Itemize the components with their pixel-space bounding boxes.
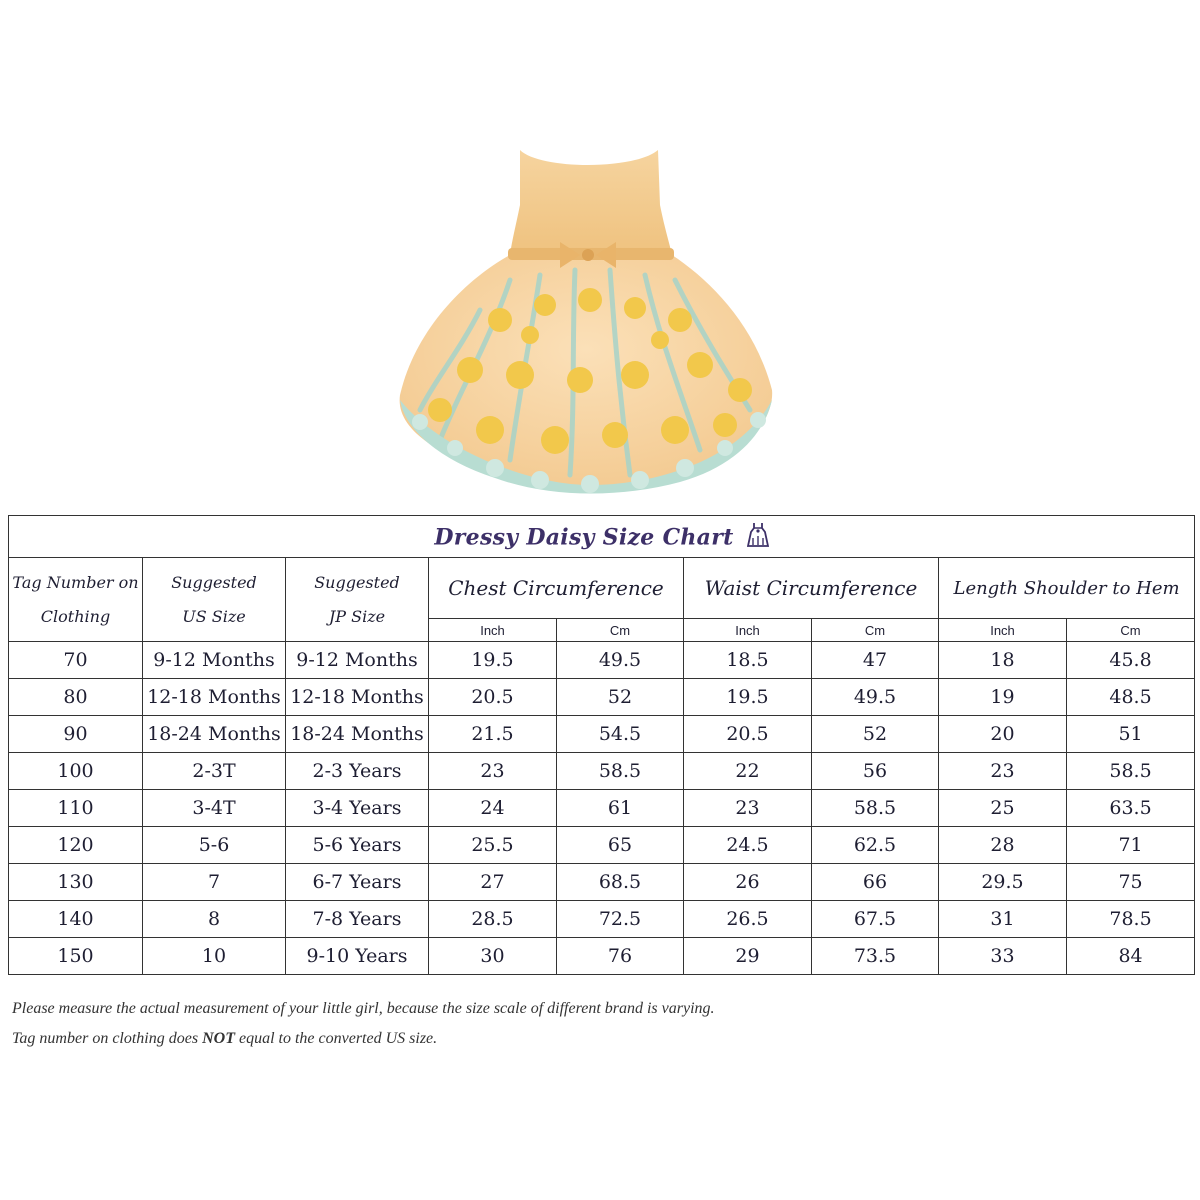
- cell-tag-number: 100: [9, 753, 143, 790]
- note-tag-pre: Tag number on clothing does: [12, 1030, 203, 1047]
- cell-jp-size: 18-24 Months: [286, 716, 429, 753]
- cell-waist-inch: 18.5: [684, 642, 812, 679]
- header-chest: Chest Circumference: [429, 558, 684, 619]
- unit-waist-cm: Cm: [812, 619, 939, 642]
- unit-length-inch: Inch: [939, 619, 1067, 642]
- header-us-line1: Suggested: [171, 572, 257, 592]
- cell-length-cm: 45.8: [1067, 642, 1195, 679]
- chart-title-cell: [9, 516, 1195, 558]
- cell-waist-inch: 19.5: [684, 679, 812, 716]
- cell-chest-inch: 27: [429, 864, 557, 901]
- dress-icon: [747, 522, 769, 548]
- cell-us-size: 3-4T: [143, 790, 286, 827]
- cell-length-inch: 33: [939, 938, 1067, 975]
- header-tag-line1: Tag Number on: [12, 572, 139, 592]
- cell-chest-cm: 72.5: [557, 901, 684, 938]
- dress-product-image: [380, 130, 800, 510]
- cell-waist-cm: 52: [812, 716, 939, 753]
- header-jp-line1: Suggested: [314, 572, 400, 592]
- cell-chest-cm: 65: [557, 827, 684, 864]
- cell-length-inch: 25: [939, 790, 1067, 827]
- note-tag-number: [12, 1030, 437, 1048]
- table-row: [9, 827, 1195, 864]
- cell-waist-inch: 26: [684, 864, 812, 901]
- cell-length-cm: 51: [1067, 716, 1195, 753]
- table-row: [9, 901, 1195, 938]
- cell-length-cm: 58.5: [1067, 753, 1195, 790]
- cell-waist-cm: 49.5: [812, 679, 939, 716]
- size-chart-body: [9, 642, 1195, 975]
- header-length: Length Shoulder to Hem: [939, 558, 1195, 619]
- cell-length-inch: 19: [939, 679, 1067, 716]
- cell-chest-cm: 76: [557, 938, 684, 975]
- cell-jp-size: 7-8 Years: [286, 901, 429, 938]
- note-measure: Please measure the actual measurement of your little girl, because the size scale of different brand is varying.: [12, 1000, 715, 1017]
- cell-waist-cm: 66: [812, 864, 939, 901]
- cell-length-inch: 28: [939, 827, 1067, 864]
- cell-chest-inch: 24: [429, 790, 557, 827]
- cell-tag-number: 70: [9, 642, 143, 679]
- table-row: [9, 642, 1195, 679]
- cell-jp-size: 12-18 Months: [286, 679, 429, 716]
- cell-chest-cm: 68.5: [557, 864, 684, 901]
- cell-waist-cm: 62.5: [812, 827, 939, 864]
- cell-chest-inch: 30: [429, 938, 557, 975]
- cell-us-size: 8: [143, 901, 286, 938]
- cell-us-size: 9-12 Months: [143, 642, 286, 679]
- cell-chest-cm: 49.5: [557, 642, 684, 679]
- cell-waist-cm: 47: [812, 642, 939, 679]
- size-chart-table: [8, 515, 1195, 975]
- cell-waist-inch: 26.5: [684, 901, 812, 938]
- cell-tag-number: 140: [9, 901, 143, 938]
- cell-waist-inch: 23: [684, 790, 812, 827]
- cell-jp-size: 2-3 Years: [286, 753, 429, 790]
- cell-chest-inch: 28.5: [429, 901, 557, 938]
- cell-jp-size: 3-4 Years: [286, 790, 429, 827]
- cell-chest-cm: 61: [557, 790, 684, 827]
- cell-us-size: 5-6: [143, 827, 286, 864]
- cell-waist-inch: 24.5: [684, 827, 812, 864]
- cell-length-cm: 78.5: [1067, 901, 1195, 938]
- cell-tag-number: 110: [9, 790, 143, 827]
- cell-tag-number: 150: [9, 938, 143, 975]
- table-row: [9, 753, 1195, 790]
- cell-waist-cm: 73.5: [812, 938, 939, 975]
- cell-chest-cm: 52: [557, 679, 684, 716]
- cell-chest-inch: 20.5: [429, 679, 557, 716]
- cell-length-cm: 84: [1067, 938, 1195, 975]
- unit-chest-cm: Cm: [557, 619, 684, 642]
- cell-us-size: 7: [143, 864, 286, 901]
- cell-waist-inch: 29: [684, 938, 812, 975]
- header-tag-line2: Clothing: [40, 606, 111, 626]
- cell-us-size: 12-18 Months: [143, 679, 286, 716]
- table-row: [9, 716, 1195, 753]
- unit-waist-inch: Inch: [684, 619, 812, 642]
- cell-chest-cm: 54.5: [557, 716, 684, 753]
- cell-jp-size: 6-7 Years: [286, 864, 429, 901]
- header-jp-line2: JP Size: [328, 606, 386, 626]
- cell-length-inch: 18: [939, 642, 1067, 679]
- cell-chest-inch: 21.5: [429, 716, 557, 753]
- cell-chest-inch: 19.5: [429, 642, 557, 679]
- cell-jp-size: 9-12 Months: [286, 642, 429, 679]
- cell-length-cm: 71: [1067, 827, 1195, 864]
- cell-tag-number: 130: [9, 864, 143, 901]
- cell-length-inch: 31: [939, 901, 1067, 938]
- cell-tag-number: 80: [9, 679, 143, 716]
- cell-length-cm: 48.5: [1067, 679, 1195, 716]
- cell-tag-number: 90: [9, 716, 143, 753]
- header-waist: Waist Circumference: [684, 558, 939, 619]
- cell-us-size: 2-3T: [143, 753, 286, 790]
- cell-chest-inch: 23: [429, 753, 557, 790]
- cell-us-size: 18-24 Months: [143, 716, 286, 753]
- cell-length-cm: 63.5: [1067, 790, 1195, 827]
- table-row: [9, 790, 1195, 827]
- cell-length-inch: 20: [939, 716, 1067, 753]
- cell-waist-cm: 58.5: [812, 790, 939, 827]
- cell-jp-size: 9-10 Years: [286, 938, 429, 975]
- cell-length-inch: 23: [939, 753, 1067, 790]
- cell-waist-cm: 56: [812, 753, 939, 790]
- header-us-size: [143, 558, 286, 642]
- cell-jp-size: 5-6 Years: [286, 827, 429, 864]
- cell-waist-cm: 67.5: [812, 901, 939, 938]
- cell-chest-cm: 58.5: [557, 753, 684, 790]
- cell-chest-inch: 25.5: [429, 827, 557, 864]
- unit-length-cm: Cm: [1067, 619, 1195, 642]
- chart-title: Dressy Daisy Size Chart: [434, 524, 734, 551]
- note-tag-post: equal to the converted US size.: [234, 1030, 438, 1047]
- cell-us-size: 10: [143, 938, 286, 975]
- header-us-line2: US Size: [182, 606, 246, 626]
- cell-length-inch: 29.5: [939, 864, 1067, 901]
- cell-waist-inch: 20.5: [684, 716, 812, 753]
- header-tag-number: [9, 558, 143, 642]
- note-tag-bold: NOT: [202, 1030, 235, 1047]
- header-jp-size: [286, 558, 429, 642]
- cell-length-cm: 75: [1067, 864, 1195, 901]
- table-row: [9, 679, 1195, 716]
- table-row: [9, 864, 1195, 901]
- cell-waist-inch: 22: [684, 753, 812, 790]
- cell-tag-number: 120: [9, 827, 143, 864]
- unit-chest-inch: Inch: [429, 619, 557, 642]
- table-row: [9, 938, 1195, 975]
